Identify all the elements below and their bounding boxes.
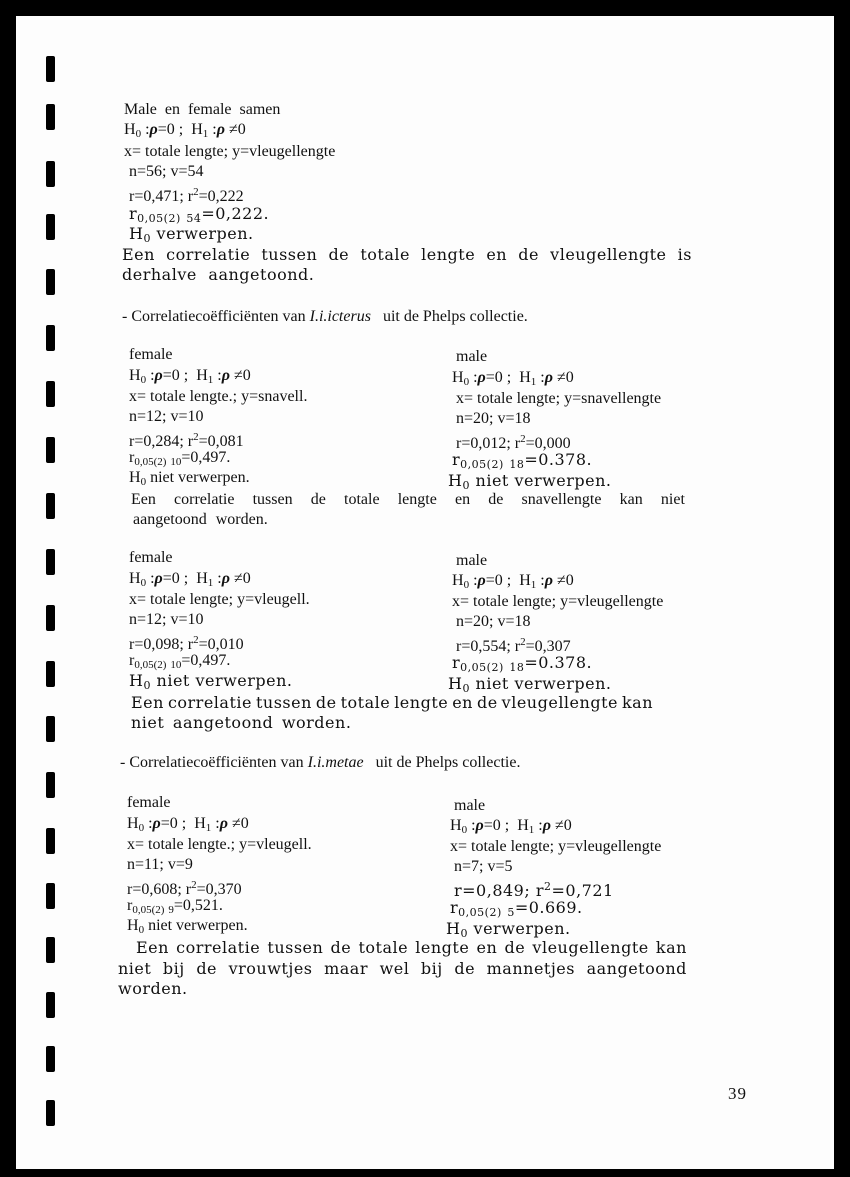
binding-hole [46,716,55,742]
binding-hole [46,828,55,854]
conclusion-line: Een correlatie tussen de totale lengte en de snavellengte kan niet [131,491,685,508]
variables-line: x= totale lengte; y=vleugell. [129,591,310,608]
decision-line: $H_0$ niet verwerpen. [127,917,248,936]
male-label: male [456,552,488,569]
binding-hole [46,883,55,909]
variables-line: x= totale lengte.; y=snavell. [129,388,308,405]
binding-hole [46,605,55,631]
binding-hole [46,772,55,798]
sample-size-line: n=11; v=9 [127,856,193,873]
female-label: female [129,549,173,566]
section-heading: - Correlatiecoëfficiënten van I.i.metae uit de Phelps collectie. [120,754,521,771]
critical-value-line: $r_{0,05(2)}$ $_5$=0.669. [450,898,583,919]
binding-hole [46,992,55,1018]
female-label: female [129,346,173,363]
binding-hole [46,1100,55,1126]
hypothesis-line: $H_0$ :ρ=0 ; $H_1$ :ρ ≠0 [124,121,246,140]
sample-size-line: n=20; v=18 [456,410,531,427]
section-title: Male en female samen [124,101,281,118]
hypothesis-line: $H_0$ :ρ=0 ; $H_1$ :ρ ≠0 [450,817,572,836]
hypothesis-line: $H_0$ :ρ=0 ; $H_1$ :ρ ≠0 [129,367,251,386]
hypothesis-line: $H_0$ :ρ=0 ; $H_1$ :ρ ≠0 [129,570,251,589]
binding-hole [46,937,55,963]
binding-hole [46,56,55,82]
conclusion-line: aangetoond worden. [133,511,268,528]
species-name: I.i.metae [307,754,364,771]
critical-value-line: $r_{0,05(2)}$ $_{18}$=0.378. [452,653,593,674]
variables-line: x= totale lengte; y=vleugellengte [452,593,664,610]
hypothesis-line: $H_0$ :ρ=0 ; $H_1$ :ρ ≠0 [452,369,574,388]
hypothesis-line: $H_0$ :ρ=0 ; $H_1$ :ρ ≠0 [127,815,249,834]
binding-hole [46,161,55,187]
sample-size-line: n=56; v=54 [129,163,204,180]
sample-size-line: n=20; v=18 [456,613,531,630]
binding-hole [46,325,55,351]
species-name: I.i.icterus [309,308,371,325]
variables-line: x= totale lengte; y=vleugellengte [450,838,662,855]
conclusion-line: derhalve aangetoond. [122,265,315,284]
correlation-line: r=0,554; $r^2=0,307$ [456,636,571,655]
variables-line: x= totale lengte; y=vleugellengte [124,143,336,160]
decision-line: $H_0$ verwerpen. [446,919,571,940]
binding-hole [46,549,55,575]
correlation-line: r=0,284; $r^2=0,081$ [129,431,244,450]
conclusion-line: worden. [118,979,188,998]
correlation-line: r=0,471; $r^2=0,222$ [129,186,244,205]
section-heading: - Correlatiecoëfficiënten van I.i.icterus uit de Phelps collectie. [122,308,528,325]
correlation-line: r=0,608; $r^2=0,370$ [127,879,242,898]
document-page [16,16,834,1169]
sample-size-line: n=7; v=5 [454,858,513,875]
binding-hole [46,381,55,407]
conclusion-line: niet aangetoond worden. [131,713,352,732]
decision-line: $H_0$ niet verwerpen. [448,674,612,695]
decision-line: $H_0$ niet verwerpen. [448,471,612,492]
critical-value-line: $r_{0,05(2)}$ $_{10}$=0,497. [129,449,231,468]
binding-hole [46,1046,55,1072]
correlation-line: r=0,012; $r^2=0,000$ [456,433,571,452]
conclusion-line: niet bij de vrouwtjes maar wel bij de mannetjes aangetoond [118,959,687,978]
correlation-line: r=0,849; $r^2=0,721$ [454,880,614,900]
binding-hole [46,661,55,687]
binding-hole [46,437,55,463]
decision-line: $H_0$ niet verwerpen. [129,671,293,692]
binding-hole [46,104,55,130]
critical-value-line: $r_{0,05(2)}$ $_9$=0,521. [127,897,223,916]
binding-hole [46,269,55,295]
sample-size-line: n=12; v=10 [129,408,204,425]
hypothesis-line: $H_0$ :ρ=0 ; $H_1$ :ρ ≠0 [452,572,574,591]
binding-hole [46,493,55,519]
correlation-line: r=0,098; $r^2=0,010$ [129,634,244,653]
decision-line: $H_0$ niet verwerpen. [129,469,250,488]
male-label: male [454,797,486,814]
critical-value-line: $r_{0,05(2)}$ $_{54}$=0,222. [129,204,270,225]
male-label: male [456,348,488,365]
variables-line: x= totale lengte; y=snavellengte [456,390,662,407]
variables-line: x= totale lengte.; y=vleugell. [127,836,312,853]
conclusion-line: Een correlatie tussen de totale lengte en de vleugellengte kan [136,938,687,957]
conclusion-line: Een correlatie tussen de totale lengte en de vleugellengte kan [131,693,653,712]
critical-value-line: $r_{0,05(2)}$ $_{18}$=0.378. [452,450,593,471]
page-number: 39 [728,1084,747,1103]
conclusion-line: Een correlatie tussen de totale lengte en de vleugellengte is [122,245,692,264]
binding-hole [46,214,55,240]
female-label: female [127,794,171,811]
sample-size-line: n=12; v=10 [129,611,204,628]
decision-line: $H_0$ verwerpen. [129,224,254,245]
critical-value-line: $r_{0,05(2)}$ $_{10}$=0,497. [129,652,231,671]
